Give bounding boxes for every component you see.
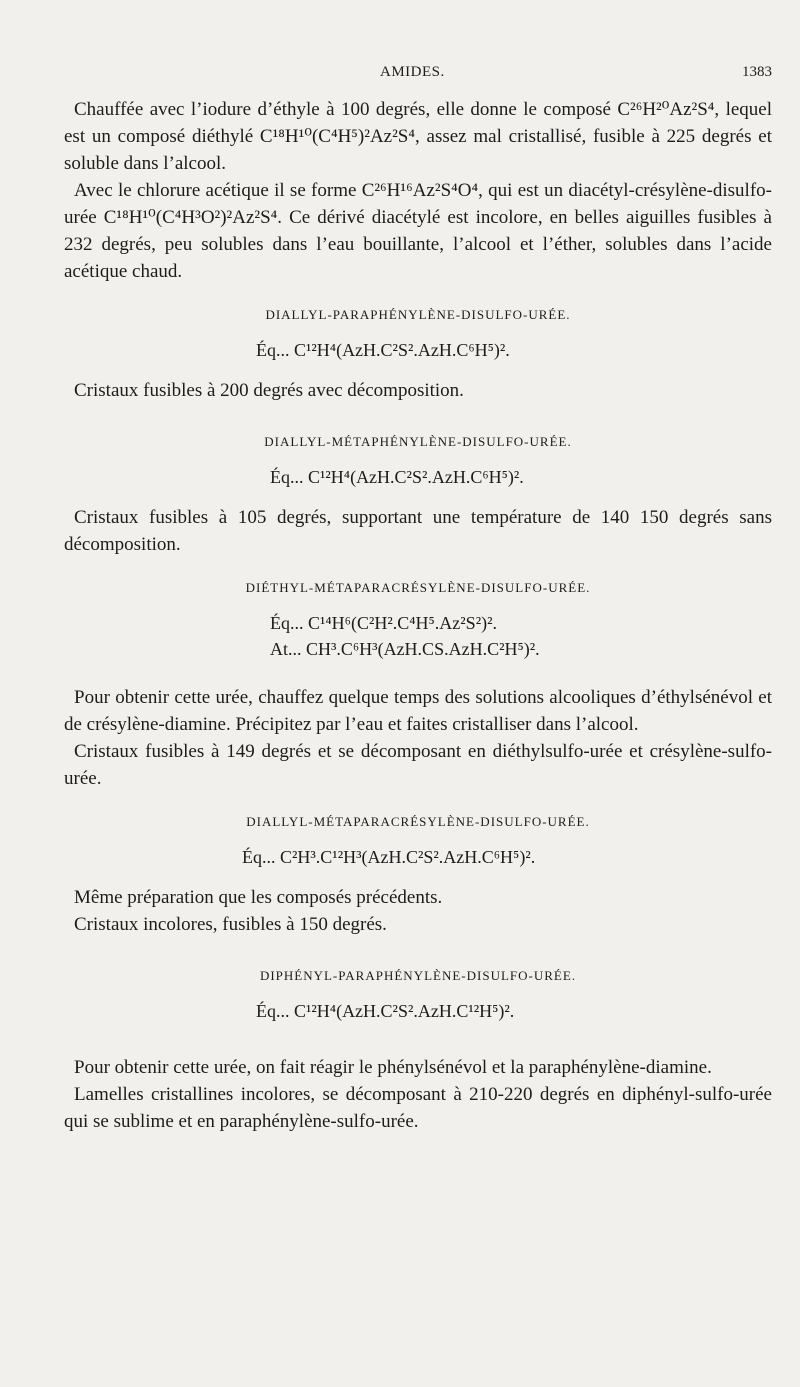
paragraph-paraphenylene-crystals: Cristaux fusibles à 200 degrés avec décomposition. <box>74 380 464 401</box>
page-number: 1383 <box>742 64 772 80</box>
section-heading-diallyl-metaphenylene: DIALLYL-MÉTAPHÉNYLÈNE-DISULFO-URÉE. <box>264 434 572 449</box>
formula-diallyl-metaparacresylene: Éq... C²H³.C¹²H³(AzH.C²S².AzH.C⁶H⁵)². <box>242 847 536 867</box>
formula-diallyl-metaphenylene: Éq... C¹²H⁴(AzH.C²S².AzH.C⁶H⁵)². <box>270 467 524 487</box>
section-heading-diallyl-metaparacresylene: DIALLYL-MÉTAPARACRÉSYLÈNE-DISULFO-URÉE. <box>246 814 590 829</box>
paragraph-ethyl-iodide: Chauffée avec l’iodure d’éthyle à 100 degrés, elle donne le composé C²⁶H²⁰Az²S⁴, lequel est un composé diéthylé C¹⁸H¹⁰(C⁴H⁵)²Az²S⁴, assez mal cristallisé, fusible à 225 degrés et soluble dans l’alcool. <box>64 99 772 174</box>
formula-diphenyl-paraphenylene: Éq... C¹²H⁴(AzH.C²S².AzH.C¹²H⁵)². <box>256 1001 515 1021</box>
section-heading-diallyl-paraphenylene: DIALLYL-PARAPHÉNYLÈNE-DISULFO-URÉE. <box>265 307 571 322</box>
paragraph-metaphenylene-crystals: Cristaux fusibles à 105 degrés, supportant une température de 140 150 degrés sans décomposition. <box>64 507 772 555</box>
section-heading-diphenyl-paraphenylene: DIPHÉNYL-PARAPHÉNYLÈNE-DISULFO-URÉE. <box>259 968 577 983</box>
paragraph-colorless-crystals: Cristaux incolores, fusibles à 150 degrés. <box>74 914 387 935</box>
formula-diethyl-atomic: At... CH³.C⁶H³(AzH.CS.AzH.C²H⁵)². <box>270 639 540 659</box>
paragraph-diethyl-preparation: Pour obtenir cette urée, chauffez quelque temps des solutions alcooliques d’éthylsénévol et de crésylène-diamine. Précipitez par l’eau et faites cristalliser dans l’alcool. <box>64 687 772 735</box>
formula-diethyl-equivalents: Éq... C¹⁴H⁶(C²H².C⁴H⁵.Az²S²)². <box>270 613 497 633</box>
paragraph-acetic-chloride: Avec le chlorure acétique il se forme C²⁶H¹⁶Az²S⁴O⁴, qui est un diacétyl-crésylène-disulfo-urée C¹⁸H¹⁰(C⁴H³O²)²Az²S⁴. Ce dérivé diacétylé est incolore, en belles aiguilles fusibles à 232 degrés, peu solubles dans l’eau bouillante, l’alcool et l’éther, solubles dans l’acide acétique chaud. <box>64 180 772 282</box>
paragraph-same-preparation: Même préparation que les composés précédents. <box>74 887 443 908</box>
formula-diallyl-paraphenylene: Éq... C¹²H⁴(AzH.C²S².AzH.C⁶H⁵)². <box>256 340 510 360</box>
paragraph-diethyl-crystals: Cristaux fusibles à 149 degrés et se décomposant en diéthylsulfo-urée et crésylène-sulfo-urée. <box>64 741 772 789</box>
section-heading-diethyl-metaparacresylene: DIÉTHYL-MÉTAPARACRÉSYLÈNE-DISULFO-URÉE. <box>245 580 591 595</box>
paragraph-diphenyl-crystals: Lamelles cristallines incolores, se décomposant à 210-220 degrés en diphényl-sulfo-urée qui se sublime et en paraphénylène-sulfo-urée. <box>64 1084 772 1132</box>
page-body <box>64 96 772 1135</box>
paragraph-diphenyl-preparation: Pour obtenir cette urée, on fait réagir le phénylsénévol et la paraphénylène-diamine. <box>74 1057 712 1078</box>
running-title: AMIDES. <box>380 64 445 80</box>
running-header <box>0 64 800 88</box>
